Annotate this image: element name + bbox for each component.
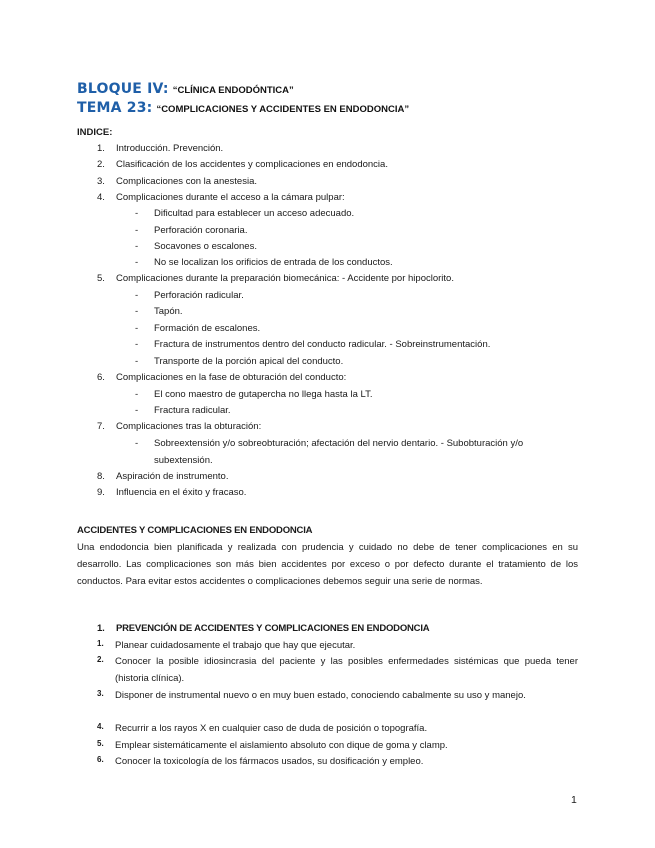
prevention-item: Recurrir a los rayos X en cualquier caso de duda de posición o topografía. <box>115 723 428 734</box>
index-item: Complicaciones con la anestesia. <box>116 176 257 187</box>
page-number: 1 <box>571 794 577 806</box>
tema-title: “COMPLICACIONES Y ACCIDENTES EN ENDODONCIA” <box>156 104 410 115</box>
index-item-number: 4. <box>97 192 105 203</box>
index-subitem: subextensión. <box>154 455 213 466</box>
prevention-item-number: 2. <box>97 655 104 664</box>
index-item-number: 5. <box>97 273 105 284</box>
index-item-number: 9. <box>97 487 105 498</box>
index-item-number: 8. <box>97 471 105 482</box>
index-subitem: Dificultad para establecer un acceso adecuado. <box>154 208 355 219</box>
index-item-dash: - <box>135 225 139 236</box>
index-subitem: Fractura radicular. <box>154 405 231 416</box>
index-subitem: Sobreextensión y/o sobreobturación; afectación del nervio dentario. - Subobturación y/o <box>154 438 524 449</box>
index-item-dash: - <box>135 389 139 400</box>
block-title: “CLÍNICA ENDODÓNTICA” <box>172 85 294 96</box>
index-item-number: 3. <box>97 176 105 187</box>
index-subitem: Perforación coronaria. <box>154 225 248 236</box>
block-label: BLOQUE IV: <box>77 81 169 97</box>
index-item-dash: - <box>135 208 139 219</box>
index-item-dash: - <box>135 356 139 367</box>
index-item-dash: - <box>135 323 139 334</box>
index-item-dash: - <box>135 257 139 268</box>
index-subitem: No se localizan los orificios de entrada de los conductos. <box>154 257 393 268</box>
index-item-dash: - <box>135 290 139 301</box>
section-paragraph: Una endodoncia bien planificada y realizada con prudencia y cuidado no debe de tener complicaciones en su desarrollo. Las complicaciones son más bien accidentes por exceso o por defecto durante el tratamiento de los conductos. Para evitar estos accidentes o complicaciones debemos seguir una serie de normas. <box>77 542 578 587</box>
index-item-dash: - <box>135 405 139 416</box>
index-item: Clasificación de los accidentes y complicaciones en endodoncia. <box>116 159 388 170</box>
index-subitem: Fractura de instrumentos dentro del conducto radicular. - Sobreinstrumentación. <box>154 339 491 350</box>
index-subitem: El cono maestro de gutapercha no llega hasta la LT. <box>154 389 373 400</box>
index-item: Complicaciones durante la preparación biomecánica: - Accidente por hipoclorito. <box>116 273 454 284</box>
index-item-number: 2. <box>97 159 105 170</box>
index-item-dash: - <box>135 306 139 317</box>
index-subitem: Transporte de la porción apical del conducto. <box>154 356 344 367</box>
index-item-dash: - <box>135 339 139 350</box>
index-item-dash: - <box>135 438 139 449</box>
prevention-item-number: 6. <box>97 755 104 764</box>
index-title: INDICE: <box>77 127 113 138</box>
index-item: Introducción. Prevención. <box>116 143 224 154</box>
prevention-item-number: 3. <box>97 689 104 698</box>
index-item: Influencia en el éxito y fracaso. <box>116 487 247 498</box>
prevention-heading-title: PREVENCIÓN DE ACCIDENTES Y COMPLICACIONES EN ENDODONCIA <box>116 623 430 634</box>
index-subitem: Socavones o escalones. <box>154 241 257 252</box>
block-header <box>77 80 294 98</box>
index-subitem: Tapón. <box>154 306 183 317</box>
index-subitem: Formación de escalones. <box>154 323 261 334</box>
prevention-item: Conocer la toxicología de los fármacos usados, su dosificación y empleo. <box>115 756 424 767</box>
index-subitem: Perforación radicular. <box>154 290 244 301</box>
prevention-item-number: 1. <box>97 639 104 648</box>
prevention-item: Planear cuidadosamente el trabajo que hay que ejecutar. <box>115 640 356 651</box>
prevention-heading-number: 1. <box>97 623 105 634</box>
prevention-item: Disponer de instrumental nuevo o en muy buen estado, conociendo cabalmente su uso y manejo. <box>115 690 526 701</box>
prevention-item: Conocer la posible idiosincrasia del paciente y las posibles enfermedades sistémicas que pueda tener (historia clínica). <box>115 656 578 684</box>
index-item: Complicaciones tras la obturación: <box>116 421 262 432</box>
tema-label: TEMA 23: <box>77 100 153 116</box>
tema-header <box>77 99 409 117</box>
prevention-item-number: 5. <box>97 739 104 748</box>
index-item: Complicaciones en la fase de obturación del conducto: <box>116 372 347 383</box>
index-item: Complicaciones durante el acceso a la cámara pulpar: <box>116 192 345 203</box>
prevention-item-number: 4. <box>97 722 104 731</box>
index-item-number: 1. <box>97 143 105 154</box>
prevention-item: Emplear sistemáticamente el aislamiento absoluto con dique de goma y clamp. <box>115 740 448 751</box>
index-item-number: 6. <box>97 372 105 383</box>
index-item-dash: - <box>135 241 139 252</box>
index-item-number: 7. <box>97 421 105 432</box>
index-item: Aspiración de instrumento. <box>116 471 229 482</box>
section-title: ACCIDENTES Y COMPLICACIONES EN ENDODONCIA <box>77 525 313 536</box>
